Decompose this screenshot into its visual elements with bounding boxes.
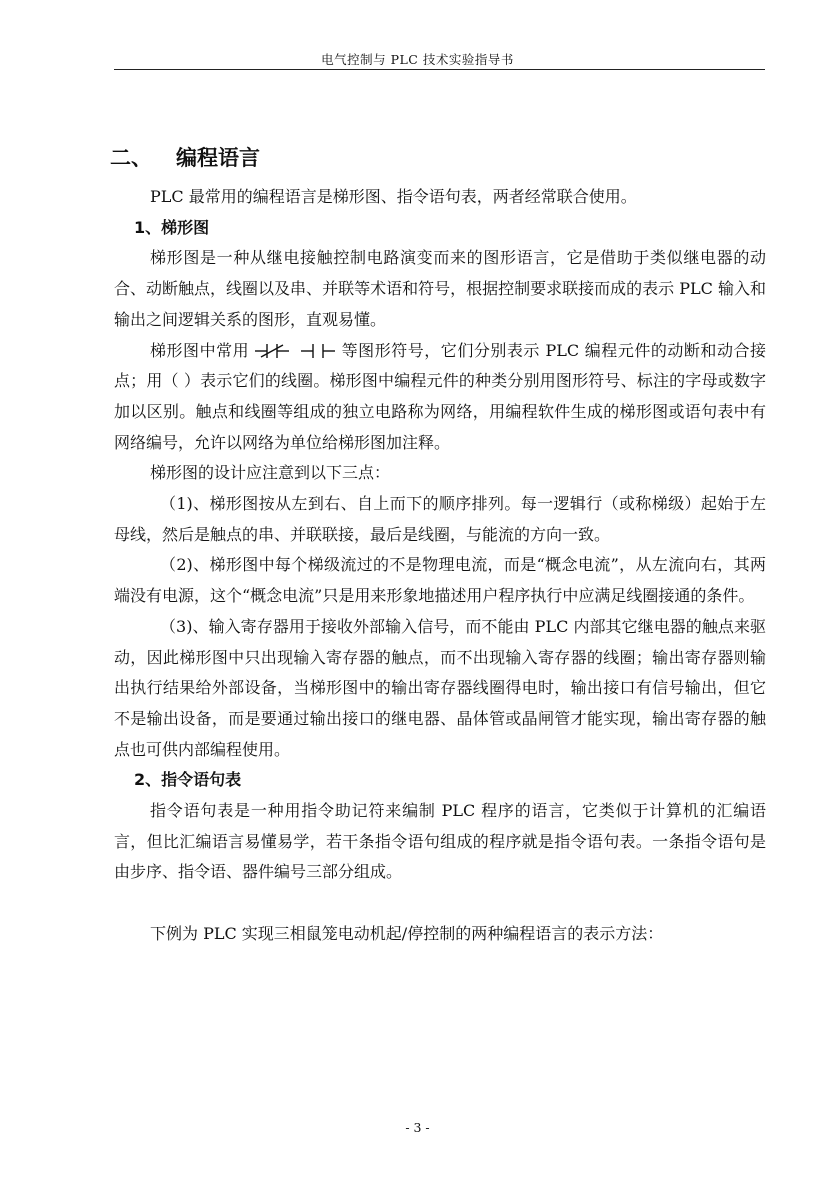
instruction-list-paragraph: 指令语句表是一种用指令助记符来编制 PLC 程序的语言，它类似于计算机的汇编语言，但比汇编语言易懂易学，若干条指令语句组成的程序就是指令语句表。一条指令语句是由步序、指令语、器件编号三部分组成。 [114,801,766,882]
design-rule-1: （1)、梯形图按从左到右、自上而下的顺序排列。每一逻辑行（或称梯级）起始于左母线，然后是触点的串、并联联接，最后是线圈，与能流的方向一致。 [114,494,766,544]
symbols-text-pre: 梯形图中常用 [150,340,250,360]
running-header: 电气控制与 PLC 技术实验指导书 [321,52,514,67]
section-number: 二、 [110,146,152,170]
header-rule [114,69,765,70]
design-rule-3: （3)、输入寄存器用于接收外部输入信号，而不能由 PLC 内部其它继电器的触点来驱动，因此梯形图中只出现输入寄存器的触点，而不出现输入寄存器的线圈；输出寄存器则输出执行结果给外部设备，当梯形图中的输出寄存器线圈得电时，输出接口有信号输出，但它不是输出设备，而是要通过输出接口的继电器、晶体管或晶闸管才能实现，输出寄存器的触点也可供内部编程使用。 [114,616,766,759]
subheading-instruction-list: 2、指令语句表 [134,770,242,790]
normally-open-contact-icon [301,342,335,360]
normally-closed-contact-icon [255,342,289,360]
section-heading [110,142,260,172]
section-title: 编程语言 [176,146,260,170]
subheading-ladder: 1、梯形图 [134,217,210,237]
ladder-paragraph: 梯形图是一种从继电接触控制电路演变而来的图形语言，它是借助于类似继电器的动合、动断触点，线圈以及串、并联等术语和符号，根据控制要求联接而成的表示 PLC 输入和输出之间逻辑关系的图形，直观易懂。 [114,248,766,329]
design-rules-intro: 梯形图的设计应注意到以下三点： [150,463,391,483]
page-number: - 3 - [405,1120,430,1135]
symbols-text-post: 等图形符号，它们分别表示 PLC 编程元件的动断和动合接点；用（ ）表示它们的线圈。梯形图中编程元件的种类分别用图形符号、标注的字母或数字加以区别。触点和线圈等组成的独立电路称为网络，用编程软件生成的梯形图或语句表中有网络编号，允许以网络为单位给梯形图加注释。 [114,340,766,452]
design-rule-2: （2)、梯形图中每个梯级流过的不是物理电流，而是“概念电流”，从左流向右，其两端没有电源，这个“概念电流”只是用来形象地描述用户程序执行中应满足线圈接通的条件。 [114,555,766,606]
paragraph-spacer [114,888,766,919]
example-intro-paragraph: 下例为 PLC 实现三相鼠笼电动机起/停控制的两种编程语言的表示方法： [150,924,664,944]
symbols-paragraph [114,336,766,459]
intro-paragraph: PLC 最常用的编程语言是梯形图、指令语句表，两者经常联合使用。 [150,187,637,206]
body-text [114,182,766,950]
